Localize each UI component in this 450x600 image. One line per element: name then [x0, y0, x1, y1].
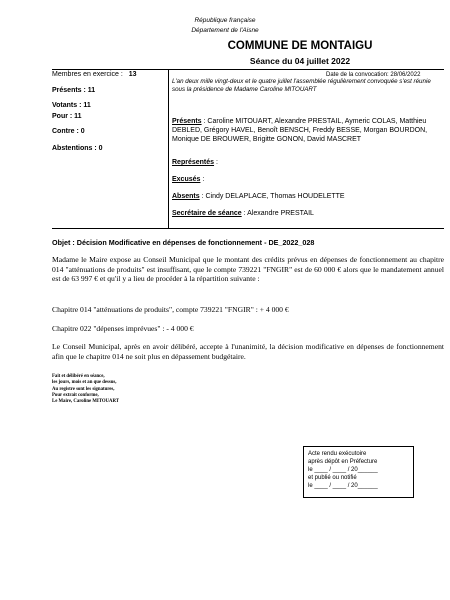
- box-line: après dépôt en Préfecture: [308, 459, 378, 465]
- session-intro: L'an deux mille vingt-deux et le quatre juillet l'assemblée régulièrement convoquée s'est réunie sous la présidence de Madame Caroline MITOUART: [172, 78, 431, 93]
- presents-count: Présents : 11: [52, 87, 96, 94]
- box-line: et publié ou notifié: [308, 475, 357, 481]
- signature-line: Fait et délibéré en séance,: [52, 374, 105, 379]
- signature-block: [52, 374, 119, 405]
- body-paragraph-4: Le Conseil Municipal, après en avoir délibéré, accepte à l'unanimité, la décision modificative en dépenses de fonctionnement afin que le chapitre 014 ne soit plus en dépassement budgétaire.: [52, 342, 444, 361]
- members-label: Membres en exercice :: [52, 71, 123, 78]
- commune-title: COMMUNE DE MONTAIGU: [227, 40, 373, 52]
- convocation-date: Date de la convocation: 28/06/2022: [326, 72, 421, 78]
- body-paragraph-1: Madame le Maire expose au Conseil Municipal que le montant des crédits prévus en dépenses de fonctionnement au chapitre 014 "atténuations de produits" est insuffisant, que le compte 739221 "FNGIR" est de 60 000 € alors que le mandatement annuel est de 63 997 € et qu'il y a lieu de procéder à la répartition suivante :: [52, 255, 444, 284]
- presents-section: [172, 117, 440, 144]
- executory-act-box: [303, 446, 414, 498]
- represented-heading: Représentés: [172, 159, 215, 166]
- presents-list: : Caroline MITOUART, Alexandre PRESTAIL, Aymeric COLAS, Matthieu DEBLED, Grégory HAVEL, Benoît BENSCH, Freddy BESSE, Morgan BOURDON, Monique DE BROUWER, Brigitte GONON, David MASCRET: [172, 118, 428, 143]
- represented-section: [172, 158, 440, 167]
- presents-heading: Présents: [172, 118, 202, 125]
- pour-count: Pour : 11: [52, 113, 82, 120]
- top-divider: [52, 69, 444, 70]
- abstentions-count: Abstentions : 0: [52, 145, 103, 152]
- absents-list: : Cindy DELAPLACE, Thomas HOUDELETTE: [199, 193, 345, 200]
- votants-count: Votants : 11: [52, 102, 91, 109]
- signature-line: Au registre sont les signatures,: [52, 386, 115, 392]
- signature-line: Le Maire, Caroline MITOUART: [52, 399, 119, 405]
- objet-title: Objet : Décision Modificative en dépenses de fonctionnement - DE_2022_028: [52, 238, 315, 247]
- secretary-heading: Secrétaire de séance: [172, 210, 242, 217]
- box-line: le ____ / ____ / 20______: [308, 467, 378, 473]
- excused-section: [172, 175, 440, 184]
- body-paragraph-2: Chapitre 014 "atténuations de produits", compte 739221 "FNGIR" : + 4 000 €: [52, 305, 289, 314]
- signature-line: les jours, mois et an que dessus,: [52, 380, 117, 386]
- members-count: [52, 71, 166, 78]
- box-line: Acte rendu exécutoire: [308, 451, 367, 457]
- seance-date: Séance du 04 juillet 2022: [249, 56, 351, 66]
- represented-list: :: [214, 159, 218, 166]
- republic-header: République française: [194, 17, 256, 24]
- box-line: le ____ / ____ / 20______: [308, 483, 378, 489]
- secretary-name: : Alexandre PRESTAIL: [241, 210, 314, 217]
- middle-divider: [52, 228, 444, 229]
- secretary-section: [172, 209, 440, 218]
- department-header: Département de l'Aisne: [191, 27, 259, 34]
- column-divider: [168, 69, 169, 228]
- members-value: 13: [128, 71, 137, 78]
- signature-line: Pour extrait conforme,: [52, 392, 99, 398]
- excused-list: :: [200, 176, 205, 183]
- contre-count: Contre : 0: [52, 128, 85, 135]
- body-paragraph-3: Chapitre 022 "dépenses imprévues" : - 4 000 €: [52, 324, 194, 333]
- excused-heading: Excusés: [172, 176, 201, 183]
- absents-heading: Absents: [172, 193, 200, 200]
- absents-section: [172, 192, 440, 201]
